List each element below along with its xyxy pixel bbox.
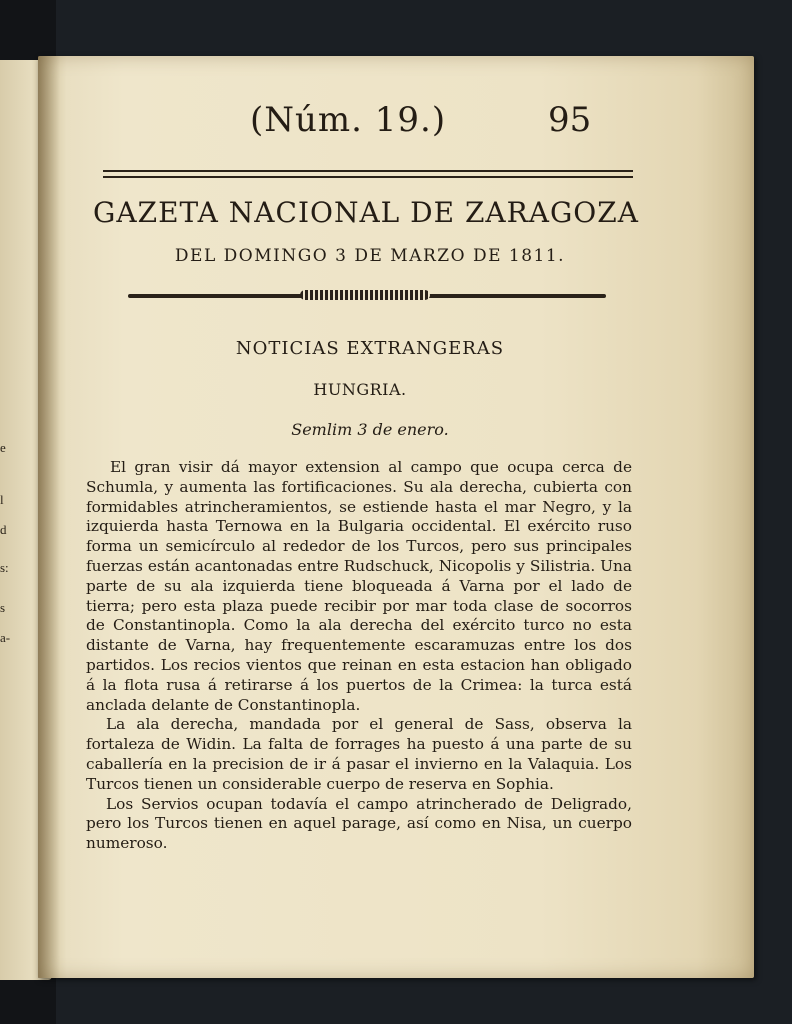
masthead-title: GAZETA NACIONAL DE ZARAGOZA xyxy=(93,196,639,229)
issue-number: (Núm. 19.) xyxy=(250,100,447,140)
prev-page-fragment: a- xyxy=(0,630,11,645)
article-paragraph: Los Servios ocupan todavía el campo atrincherado de Deligrado, pero los Turcos tienen en aquel parage, así como en Nisa, un cuerpo numeroso. xyxy=(86,794,632,853)
page-header xyxy=(250,100,610,150)
double-rule-bottom xyxy=(103,176,633,178)
prev-page-fragment: e xyxy=(0,440,6,455)
prev-page-fragment: d xyxy=(0,522,7,537)
spine-shadow xyxy=(38,56,60,978)
article-body xyxy=(86,458,632,854)
ornamental-rule-center xyxy=(300,290,430,300)
place-date: Semlim 3 de enero. xyxy=(291,420,449,439)
page-number: 95 xyxy=(548,100,592,140)
double-rule-top xyxy=(103,170,633,172)
country-heading: HUNGRIA. xyxy=(313,380,407,399)
article-paragraph: La ala derecha, mandada por el general de Sass, observa la fortaleza de Widin. La falta de forrages ha puesto á una parte de su caballería en la precision de ir á pasar el invierno en la Valaquia. Los Turcos tienen un considerable cuerpo de reserva en Sophia. xyxy=(86,715,632,793)
prev-page-fragment: s: xyxy=(0,560,9,575)
issue-dateline: DEL DOMINGO 3 DE MARZO DE 1811. xyxy=(174,246,566,266)
prev-page-fragment: s xyxy=(0,600,6,615)
section-title: NOTICIAS EXTRANGERAS xyxy=(235,338,505,359)
prev-page-fragment: l xyxy=(0,492,4,507)
article-paragraph: El gran visir dá mayor extension al campo que ocupa cerca de Schumla, y aumenta las fortificaciones. Su ala derecha, cubierta con formidables atrincheramientos, se estiende hasta el mar Negro, y la izquierda hasta Ternowa en la Bulgaria occidental. El exército ruso forma un semicírculo al rededor de los Turcos, pero sus principales fuerzas están acantonadas entre Rudschuck, Nicopolis y Silistria. Una parte de su ala izquierda tiene bloqueada á Varna por el lado de tierra; pero esta plaza puede recibir por mar toda clase de socorros de Constantinopla. Como la ala derecha del exército turco no esta distante de Varna, hay frequentemente escaramuzas entre los dos partidos. Los recios vientos que reinan en esta estacion han obligado á la flota rusa á retirarse á los puertos de la Crimea: la turca está anclada delante de Constantinopla. xyxy=(86,458,632,714)
